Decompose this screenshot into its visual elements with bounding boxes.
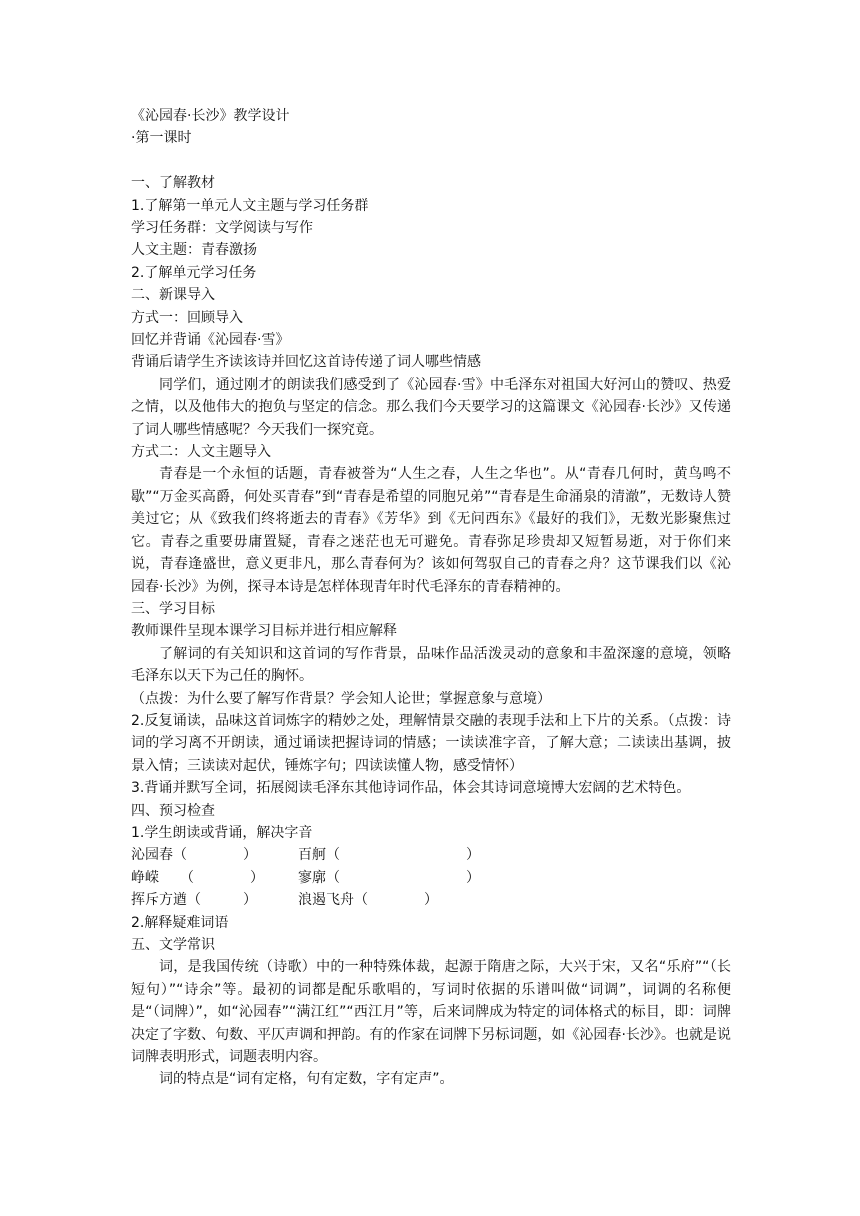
section-heading-2: 二、新课导入 bbox=[131, 287, 215, 304]
text-line: 1.学生朗读或背诵，解决字音 bbox=[131, 824, 313, 841]
text-line: 2.解释疑难词语 bbox=[131, 914, 229, 931]
paragraph: 2.反复诵读，品味这首词炼字的精妙之处，理解情景交融的表现手法和上下片的关系。（点拨：诗词的学习离不开朗读，通过诵读把握诗词的情感；一读读准字音，了解大意；二读读出基调，披景入情；三读读对起伏，锤炼字句；四读读懂人物，感受情怀） bbox=[131, 712, 731, 774]
pinyin-blank: 沁园春（ ） bbox=[131, 847, 257, 864]
text-line: 教师课件呈现本课学习目标并进行相应解释 bbox=[131, 623, 397, 640]
pinyin-row bbox=[131, 889, 731, 911]
text-line: 回忆并背诵《沁园春·雪》 bbox=[131, 332, 290, 349]
paragraph: 词，是我国传统（诗歌）中的一种特殊体裁，起源于隋唐之际，大兴于宋，又名“乐府”“（长短句）”“诗余”等。最初的词都是配乐歌唱的，写词时依据的乐谱叫做“词调”，词调的名称便是“（词牌）”，如“沁园春”“满江红”“西江月”等，后来词牌成为特定的词体格式的标目，即：词牌决定了字数、句数、平仄声调和押韵。有的作家在词牌下另标词题，如《沁园春·长沙》。也就是说词牌表明形式，词题表明内容。 bbox=[131, 959, 731, 1066]
paragraph: 词的特点是“词有定格，句有定数，字有定声”。 bbox=[159, 1071, 454, 1088]
paragraph: 了解词的有关知识和这首词的写作背景，品味作品活泼灵动的意象和丰盈深邃的意境，领略毛泽东以天下为己任的胸怀。 bbox=[131, 645, 731, 685]
pinyin-blank: 寥廓（ ） bbox=[298, 869, 480, 886]
text-line: 1.了解第一单元人文主题与学习任务群 bbox=[131, 197, 369, 214]
pinyin-row bbox=[131, 844, 731, 866]
paragraph: 青春是一个永恒的话题，青春被誉为“人生之春，人生之华也”。从“青春几何时，黄鸟鸣不歇”“万金买高爵，何处买青春”到“青春是希望的同胞兄弟”“青春是生命涌泉的清澈”，无数诗人赞美过它；从《致我们终将逝去的青春》《芳华》到《无问西东》《最好的我们》，无数光影聚焦过它。青春之重要毋庸置疑，青春之迷茫也无可避免。青春弥足珍贵却又短暂易逝，对于你们来说，青春逢盛世，意义更非凡，那么青春何为？该如何驾驭自己的青春之舟？这节课我们以《沁园春·长沙》为例，探寻本诗是怎样体现青年时代毛泽东的青春精神的。 bbox=[131, 466, 731, 595]
document-title: 《沁园春·长沙》教学设计 bbox=[131, 108, 290, 124]
pinyin-row bbox=[131, 867, 731, 889]
pinyin-blank: 浪遏飞舟（ ） bbox=[298, 892, 438, 909]
pinyin-blank: 挥斥方遒（ ） bbox=[131, 892, 257, 909]
document-body bbox=[131, 105, 731, 1091]
pinyin-blank: 峥嵘 （ ） bbox=[131, 869, 264, 886]
blank-line bbox=[131, 150, 731, 172]
text-line: 背诵后请学生齐读该诗并回忆这首诗传递了词人哪些情感 bbox=[131, 354, 481, 371]
section-heading-5: 五、文学常识 bbox=[131, 937, 215, 954]
pinyin-blank: 百舸（ ） bbox=[298, 847, 480, 864]
section-heading-1: 一、了解教材 bbox=[131, 175, 215, 192]
section-heading-3: 三、学习目标 bbox=[131, 600, 215, 617]
text-line: 2.了解单元学习任务 bbox=[131, 264, 257, 281]
text-line: 人文主题：青春激扬 bbox=[131, 242, 257, 259]
text-line: （点拨：为什么要了解写作背景？学会知人论世；掌握意象与意境） bbox=[131, 690, 551, 707]
paragraph: 同学们，通过刚才的朗读我们感受到了《沁园春·雪》中毛泽东对祖国大好河山的赞叹、热爱之情，以及他伟大的抱负与坚定的信念。那么我们今天要学习的这篇课文《沁园春·长沙》又传递了词人哪些情感呢？今天我们一探究竟。 bbox=[131, 376, 731, 438]
document-subtitle: ·第一课时 bbox=[131, 130, 192, 147]
text-line: 方式一：回顾导入 bbox=[131, 309, 243, 326]
text-line: 学习任务群：文学阅读与写作 bbox=[131, 220, 313, 237]
text-line: 3.背诵并默写全词，拓展阅读毛泽东其他诗词作品，体会其诗词意境博大宏阔的艺术特色。 bbox=[131, 780, 691, 797]
section-heading-4: 四、预习检查 bbox=[131, 802, 215, 819]
text-line: 方式二：人文主题导入 bbox=[131, 444, 271, 461]
